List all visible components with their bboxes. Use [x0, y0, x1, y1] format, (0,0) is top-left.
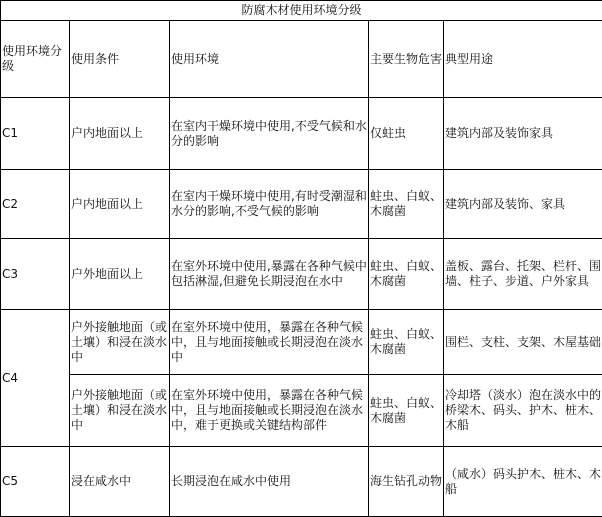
cell-organisms: 海生钻孔动物 [369, 447, 444, 517]
header-environment: 使用环境 [170, 21, 369, 98]
cell-uses: （咸水）码头护木、桩木、木船 [444, 447, 602, 517]
cell-condition: 户外接触地面（或土壤）和浸在淡水中 [70, 310, 170, 375]
cell-organisms: 蛀虫、白蚁、木腐菌 [369, 170, 444, 239]
table-row [1, 98, 602, 170]
cell-class: C2 [1, 170, 70, 239]
header-condition: 使用条件 [70, 21, 170, 98]
cell-environment: 在室外环境中使用,暴露在各种气候中包括淋湿,但避免长期浸泡在水中 [170, 239, 369, 310]
header-row [1, 21, 602, 98]
header-class: 使用环境分级 [1, 21, 70, 98]
cell-environment: 在室内干燥环境中使用,有时受潮湿和水分的影响,不受气候的影响 [170, 170, 369, 239]
cell-environment: 在室内干燥环境中使用,不受气候和水分的影响 [170, 98, 369, 170]
cell-class: C4 [1, 310, 70, 447]
table-row [1, 375, 602, 447]
cell-uses: 盖板、露台、托架、栏杆、围墙、柱子、步道、户外家具 [444, 239, 602, 310]
cell-organisms: 仅蛀虫 [369, 98, 444, 170]
header-uses: 典型用途 [444, 21, 602, 98]
cell-environment: 在室外环境中使用，暴露在各种气候中，且与地面接触或长期浸泡在淡水中，难于更换或关键结构部件 [170, 375, 369, 447]
table-title-row [1, 1, 602, 21]
table-row [1, 310, 602, 375]
table-row [1, 239, 602, 310]
cell-class: C1 [1, 98, 70, 170]
header-organisms: 主要生物危害 [369, 21, 444, 98]
table-row [1, 447, 602, 517]
cell-condition: 户内地面以上 [70, 98, 170, 170]
cell-condition: 户外地面以上 [70, 239, 170, 310]
cell-uses: 建筑内部及装饰、家具 [444, 170, 602, 239]
cell-condition: 浸在咸水中 [70, 447, 170, 517]
cell-uses: 建筑内部及装饰家具 [444, 98, 602, 170]
cell-condition: 户外接触地面（或土壤）和浸在淡水中 [70, 375, 170, 447]
table-title: 防腐木材使用环境分级 [1, 1, 602, 21]
cell-organisms: 蛀虫、白蚁、木腐菌 [369, 239, 444, 310]
cell-class: C5 [1, 447, 70, 517]
cell-environment: 长期浸泡在咸水中使用 [170, 447, 369, 517]
cell-uses: 冷却塔（淡水）泡在淡水中的桥梁木、码头、护木、桩木、木船 [444, 375, 602, 447]
table-row [1, 170, 602, 239]
cell-uses: 围栏、支柱、支架、木屋基础 [444, 310, 602, 375]
cell-environment: 在室外环境中使用，暴露在各种气候中，且与地面接触或长期浸泡在淡水中 [170, 310, 369, 375]
cell-organisms: 蛀虫、白蚁、木腐菌 [369, 310, 444, 375]
cell-condition: 户内地面以上 [70, 170, 170, 239]
cell-organisms: 蛀虫、白蚁、木腐菌 [369, 375, 444, 447]
cell-class: C3 [1, 239, 70, 310]
